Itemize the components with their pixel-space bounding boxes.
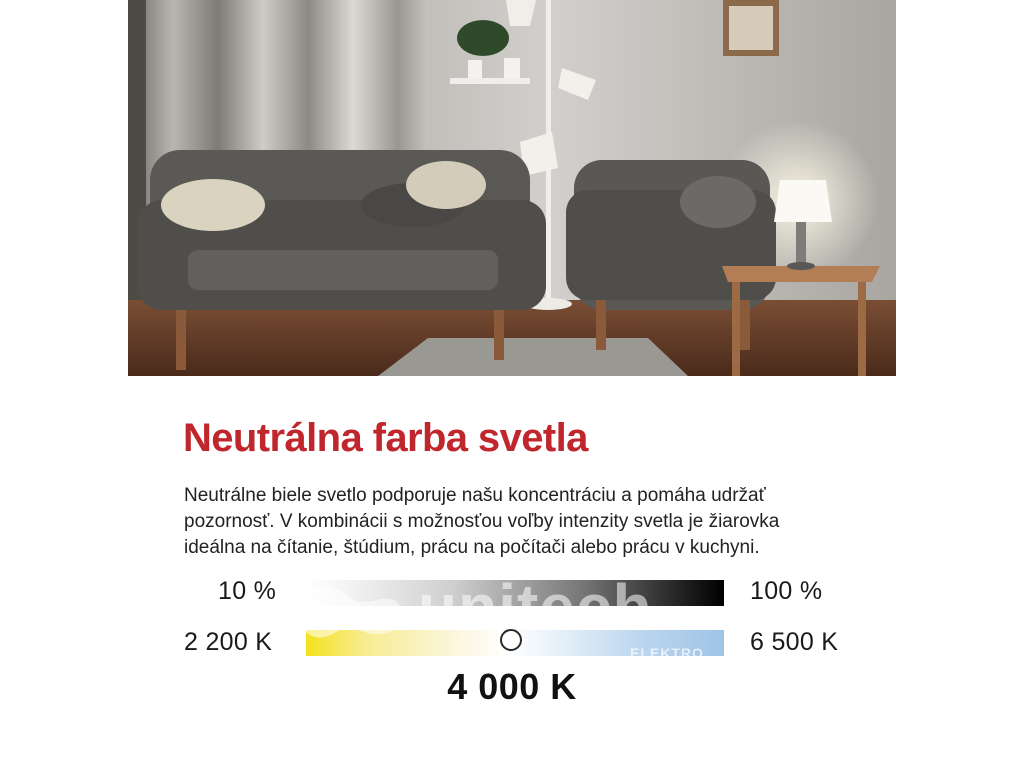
description: Neutrálne biele svetlo podporuje našu koncentráciu a pomáha udržať pozornosť. V kombinácii s možnosťou voľby intenzity svetla je žiarovka ideálna na čítanie, štúdium, prácu na počítači alebo prácu v kuchyni.	[184, 485, 780, 558]
temperature-slider-knob	[500, 629, 522, 651]
current-temperature-value: 4 000 K	[447, 666, 577, 707]
intensity-max-label: 100 %	[750, 577, 823, 605]
watermark-sub-text: ELEKTRO	[630, 645, 704, 661]
info-panel	[0, 376, 1024, 768]
living-room-photo	[128, 0, 896, 376]
watermark-brand-text: unitech	[418, 571, 653, 643]
intensity-bar	[306, 580, 724, 606]
temperature-min-label: 2 200 K	[184, 628, 273, 656]
intensity-min-label: 10 %	[218, 577, 277, 605]
temperature-max-label: 6 500 K	[750, 628, 839, 656]
brand-watermark	[290, 556, 760, 676]
heading: Neutrálna farba svetla	[183, 416, 588, 460]
